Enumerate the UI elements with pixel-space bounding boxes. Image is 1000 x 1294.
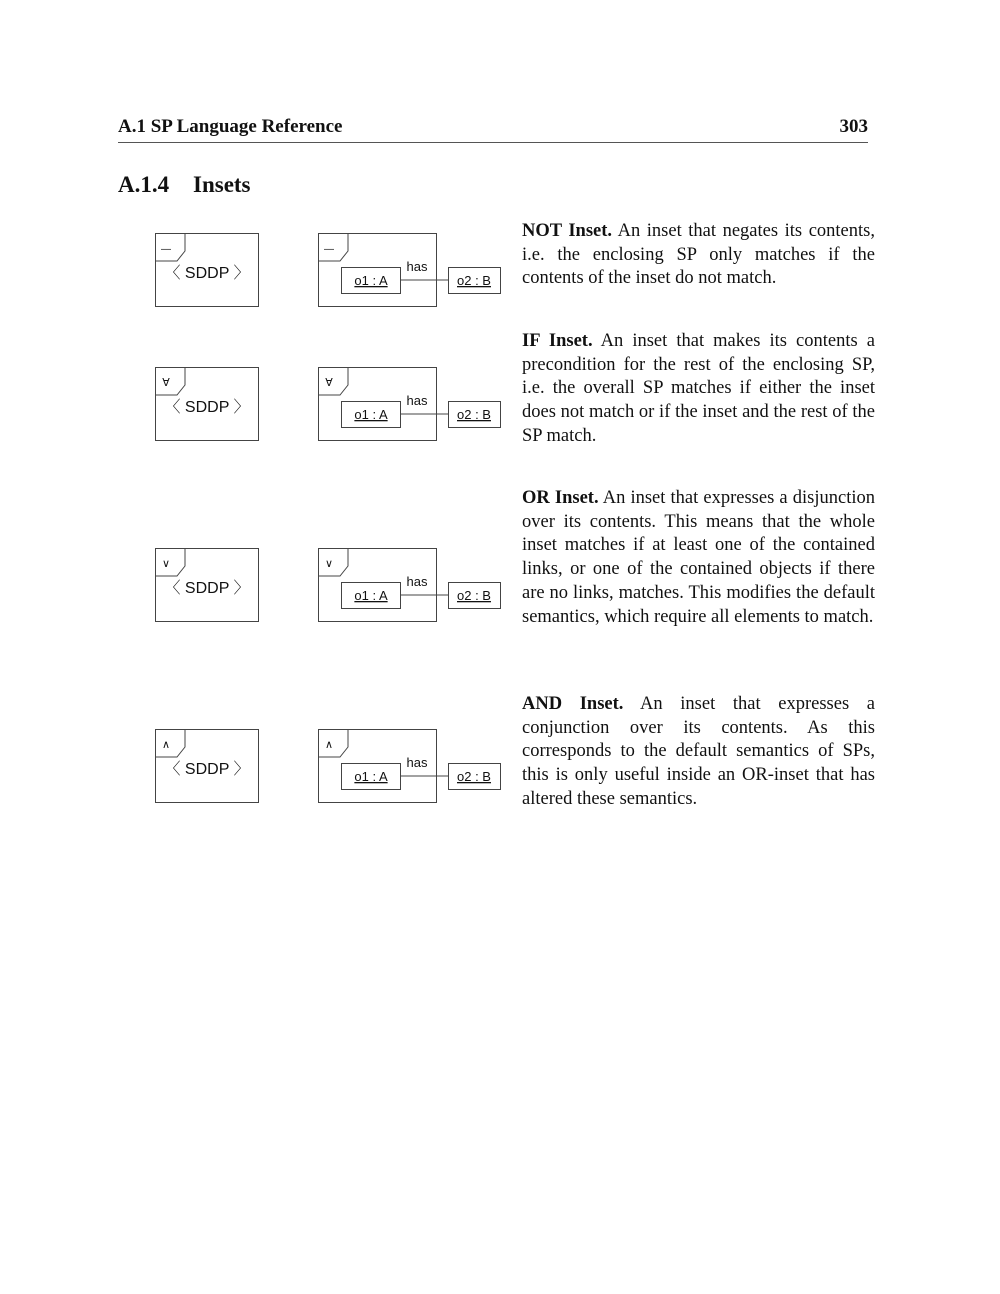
section-heading — [118, 172, 251, 198]
link-label: has — [406, 393, 428, 408]
and-inset-text: An inset that expresses a conjunction over its contents. As this corresponds to the default semantics of SPs, this is only useful inside an OR-inset that has altered these semantics. — [522, 694, 875, 809]
if-inset-term: IF Inset. — [522, 331, 593, 351]
inset-symbol: ∧ — [324, 739, 334, 751]
link-label: has — [406, 259, 428, 274]
sddp-label: 〈 SDDP 〉 — [164, 580, 250, 597]
object-o1: o1 : A — [354, 273, 388, 288]
or-inset-object-diagram — [318, 548, 502, 624]
or-inset-description — [522, 487, 875, 629]
page-number: 303 — [839, 116, 868, 137]
object-o1: o1 : A — [354, 588, 388, 603]
object-o2: o2 : B — [457, 769, 491, 784]
inset-symbol: — — [324, 244, 334, 255]
and-inset-sddp-diagram — [155, 729, 260, 805]
inset-symbol: ∀ — [325, 377, 333, 389]
not-inset-object-diagram — [318, 233, 502, 309]
section-number: A.1.4 — [118, 172, 170, 197]
or-inset-sddp-diagram — [155, 548, 260, 624]
if-inset-sddp-diagram — [155, 367, 260, 443]
if-inset-object-diagram — [318, 367, 502, 443]
object-o2: o2 : B — [457, 588, 491, 603]
inset-symbol: ∧ — [161, 739, 171, 751]
section-title: Insets — [193, 172, 251, 197]
object-o1: o1 : A — [354, 407, 388, 422]
inset-symbol: — — [161, 244, 171, 255]
if-inset-description — [522, 330, 875, 449]
object-o1: o1 : A — [354, 769, 388, 784]
not-inset-term: NOT Inset. — [522, 221, 613, 241]
running-head-title: A.1 SP Language Reference — [118, 116, 343, 137]
and-inset-object-diagram — [318, 729, 502, 805]
and-inset-description — [522, 693, 875, 812]
object-o2: o2 : B — [457, 273, 491, 288]
not-inset-text: An inset that negates its contents, i.e. the enclosing SP only matches if the contents of the inset do not match. — [522, 221, 875, 289]
not-inset-description — [522, 220, 875, 291]
inset-symbol: ∨ — [324, 558, 334, 570]
and-inset-term: AND Inset. — [522, 694, 624, 714]
link-label: has — [406, 755, 428, 770]
not-inset-sddp-diagram — [155, 233, 260, 309]
or-inset-text: An inset that expresses a disjunction over its contents. This means that the whole inset matches if at least one of the contained links, or one of the contained objects if there are no links, matches. This modifies the default semantics, which require all elements to match. — [522, 488, 875, 627]
if-inset-text: An inset that makes its contents a precondition for the rest of the enclosing SP, i.e. the overall SP matches if either the inset does not match or if the inset and the rest of the SP match. — [522, 331, 875, 446]
object-o2: o2 : B — [457, 407, 491, 422]
inset-symbol: ∀ — [162, 377, 170, 389]
link-label: has — [406, 574, 428, 589]
inset-symbol: ∨ — [161, 558, 171, 570]
or-inset-term: OR Inset. — [522, 488, 599, 508]
running-head — [118, 116, 868, 143]
sddp-label: 〈 SDDP 〉 — [164, 761, 250, 778]
sddp-label: 〈 SDDP 〉 — [164, 265, 250, 282]
sddp-label: 〈 SDDP 〉 — [164, 399, 250, 416]
